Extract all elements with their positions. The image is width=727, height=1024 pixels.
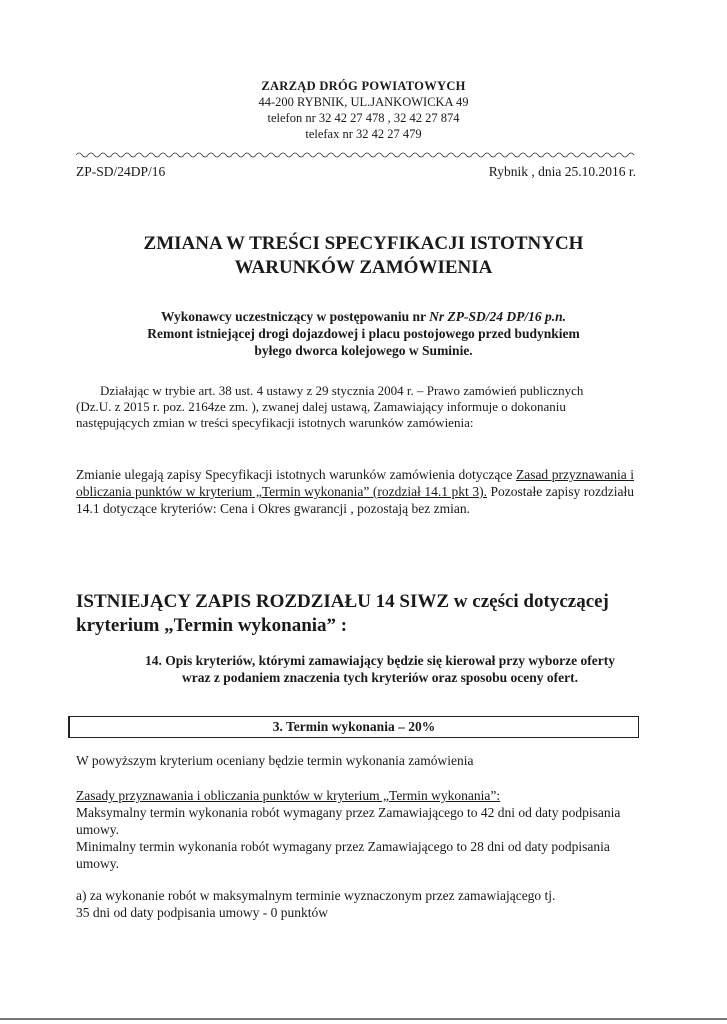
change-text-start: Zmianie ulegają zapisy Specyfikacji istotnych warunków zamówienia dotyczące — [76, 467, 516, 482]
max-term-line: Maksymalny termin wykonania robót wymagany przez Zamawiającego to 42 dni od daty podpisania umowy. — [76, 805, 621, 837]
section-heading-line-1: ISTNIEJĄCY ZAPIS ROZDZIAŁU 14 SIWZ w części dotyczącej — [76, 591, 609, 612]
subject-reference-number: Nr ZP-SD/24 DP/16 p.n. — [429, 309, 567, 324]
organization-address: 44-200 RYBNIK, UL.JANKOWICKA 49 — [258, 95, 469, 109]
title-line-1: ZMIANA W TREŚCI SPECYFIKACJI ISTOTNYCH — [143, 233, 584, 254]
intro-paragraph — [76, 383, 660, 431]
criterion-box — [68, 716, 639, 738]
criterion-rules — [76, 787, 636, 872]
intro-line-2: (Dz.U. z 2015 r. poz. 2164ze zm. ), zwanej dalej ustawą, Zamawiający informuje o dokonaniu — [76, 399, 566, 414]
change-text-underlined: Zasad przyznawania i obliczania punktów w kryterium „Termin wykonania” (rozdział 14.1 pkt 3). — [76, 467, 634, 499]
change-text-end: Pozostałe zapisy rozdziału 14.1 dotyczące kryteriów: Cena i Okres gwarancji , pozostają bez zmian. — [76, 484, 634, 516]
min-term-line: Minimalny termin wykonania robót wymagany przez Zamawiającego to 28 dni od daty podpisania umowy. — [76, 839, 610, 871]
item-a — [76, 887, 636, 921]
section-heading-line-2: kryterium „Termin wykonania” : — [76, 615, 348, 636]
organization-fax: telefax nr 32 42 27 479 — [305, 127, 422, 141]
subject-line-1-text: Wykonawcy uczestniczący w postępowaniu nr — [160, 309, 430, 324]
letterhead — [0, 78, 727, 142]
intro-line-3: następujących zmian w treści specyfikacji istotnych warunków zamówienia: — [76, 415, 474, 430]
organization-name: ZARZĄD DRÓG POWIATOWYCH — [261, 79, 466, 93]
reference-number: ZP-SD/24DP/16 — [76, 164, 166, 179]
intro-line-1: Działając w trybie art. 38 ust. 4 ustawy z 29 stycznia 2004 r. – Prawo zamówień publicznych — [100, 383, 584, 398]
section-heading — [76, 590, 656, 638]
subject-line-3: byłego dworca kolejowego w Suminie. — [254, 343, 473, 358]
item-a-line-1: a) za wykonanie robót w maksymalnym terminie wyznaczonym przez zamawiającego tj. — [76, 888, 556, 903]
subject-line-1 — [0, 308, 727, 325]
place-date: Rybnik , dnia 25.10.2016 r. — [488, 164, 636, 179]
item-a-line-2: 35 dni od daty podpisania umowy - 0 punktów — [76, 905, 328, 920]
organization-phone: telefon nr 32 42 27 478 , 32 42 27 874 — [267, 111, 460, 125]
point-14-heading — [100, 652, 660, 686]
wavy-divider — [76, 150, 636, 160]
reference-line — [76, 164, 636, 180]
criterion-intro: W powyższym kryterium oceniany będzie termin wykonania zamówienia — [76, 753, 474, 768]
change-paragraph — [76, 466, 634, 517]
subject-line-2: Remont istniejącej drogi dojazdowej i placu postojowego przed budynkiem — [147, 326, 580, 341]
page-bottom-edge — [0, 1018, 727, 1020]
title-line-2: WARUNKÓW ZAMÓWIENIA — [234, 257, 493, 278]
point-14-line-1: 14. Opis kryteriów, którymi zamawiający będzie się kierował przy wyborze oferty — [145, 653, 615, 668]
rules-heading: Zasady przyznawania i obliczania punktów w kryterium „Termin wykonania”: — [76, 788, 501, 803]
criterion-label: 3. Termin wykonania – 20% — [272, 719, 436, 734]
subject-block — [0, 308, 727, 359]
point-14-line-2: wraz z podaniem znaczenia tych kryteriów oraz sposobu oceny ofert. — [182, 670, 578, 685]
document-title — [0, 232, 727, 280]
